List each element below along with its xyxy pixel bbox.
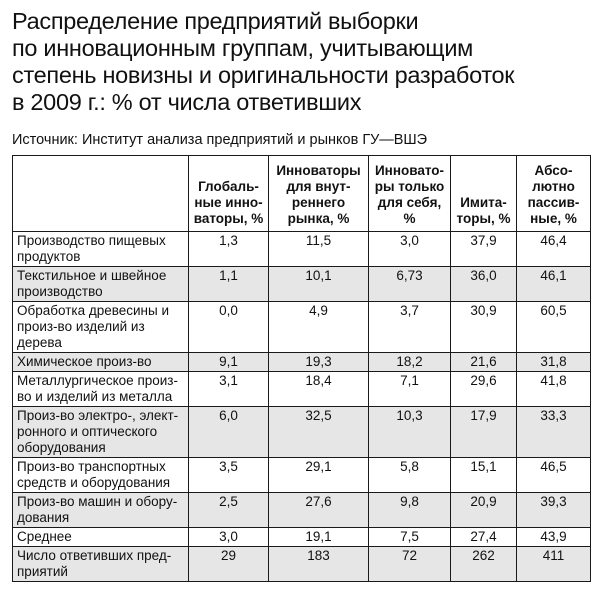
page-title bbox=[12, 8, 592, 116]
table-header-row bbox=[13, 156, 591, 232]
table-cell: 6,0 bbox=[189, 407, 269, 458]
title-line: степень новизны и оригинальности разработок bbox=[12, 62, 515, 88]
table-cell: 29,1 bbox=[269, 458, 369, 493]
table-cell: 7,1 bbox=[369, 372, 451, 407]
table-cell: 37,9 bbox=[451, 232, 517, 267]
table-cell: 2,5 bbox=[189, 493, 269, 528]
row-label: Металлургическое произ-во и изделий из металла bbox=[13, 372, 189, 407]
table-cell: 7,5 bbox=[369, 528, 451, 547]
table-cell: 19,1 bbox=[269, 528, 369, 547]
table-row bbox=[13, 302, 591, 353]
table-body bbox=[13, 232, 591, 582]
table-cell: 36,0 bbox=[451, 267, 517, 302]
table-cell: 27,4 bbox=[451, 528, 517, 547]
table-cell: 3,5 bbox=[189, 458, 269, 493]
table-cell: 3,7 bbox=[369, 302, 451, 353]
table-cell: 1,1 bbox=[189, 267, 269, 302]
table-cell: 41,8 bbox=[517, 372, 591, 407]
table-cell: 3,0 bbox=[189, 528, 269, 547]
source-note: Источник: Институт анализа предприятий и рынков ГУ—ВШЭ bbox=[12, 132, 428, 148]
header-corner bbox=[13, 156, 189, 232]
table-cell: 72 bbox=[369, 547, 451, 582]
table-cell: 29 bbox=[189, 547, 269, 582]
table-cell: 6,73 bbox=[369, 267, 451, 302]
table-cell: 411 bbox=[517, 547, 591, 582]
title-line: в 2009 г.: % от числа ответивших bbox=[12, 89, 362, 115]
row-label: Произ-во электро-, элект-ронного и оптического оборудования bbox=[13, 407, 189, 458]
table-cell: 5,8 bbox=[369, 458, 451, 493]
row-label: Текстильное и швейное производство bbox=[13, 267, 189, 302]
header-domestic-innovators: Инноваторы для внут-реннего рынка, % bbox=[269, 156, 369, 232]
table-cell: 32,5 bbox=[269, 407, 369, 458]
table-row bbox=[13, 353, 591, 372]
table-cell: 39,3 bbox=[517, 493, 591, 528]
table-cell: 43,9 bbox=[517, 528, 591, 547]
table-row bbox=[13, 547, 591, 582]
table-row bbox=[13, 407, 591, 458]
table-cell: 31,8 bbox=[517, 353, 591, 372]
row-label: Число ответивших пред-приятий bbox=[13, 547, 189, 582]
table-cell: 30,9 bbox=[451, 302, 517, 353]
row-label: Произ-во транспортных средств и оборудования bbox=[13, 458, 189, 493]
table-cell: 15,1 bbox=[451, 458, 517, 493]
table-cell: 3,0 bbox=[369, 232, 451, 267]
table-row bbox=[13, 493, 591, 528]
table-cell: 33,3 bbox=[517, 407, 591, 458]
table-cell: 183 bbox=[269, 547, 369, 582]
title-line: Распределение предприятий выборки bbox=[12, 8, 419, 34]
data-table-container bbox=[12, 155, 590, 582]
table-cell: 9,1 bbox=[189, 353, 269, 372]
table-cell: 1,3 bbox=[189, 232, 269, 267]
table-cell: 46,1 bbox=[517, 267, 591, 302]
row-label: Производство пищевых продуктов bbox=[13, 232, 189, 267]
table-row bbox=[13, 267, 591, 302]
table-cell: 4,9 bbox=[269, 302, 369, 353]
table-row bbox=[13, 528, 591, 547]
row-label: Среднее bbox=[13, 528, 189, 547]
row-label: Произ-во машин и обору-дования bbox=[13, 493, 189, 528]
row-label: Химическое произ-во bbox=[13, 353, 189, 372]
table-cell: 9,8 bbox=[369, 493, 451, 528]
table-cell: 60,5 bbox=[517, 302, 591, 353]
row-label: Обработка древесины и произ-во изделий из дерева bbox=[13, 302, 189, 353]
table-cell: 11,5 bbox=[269, 232, 369, 267]
table-cell: 19,3 bbox=[269, 353, 369, 372]
table-cell: 3,1 bbox=[189, 372, 269, 407]
table-cell: 46,5 bbox=[517, 458, 591, 493]
data-table bbox=[12, 155, 591, 582]
table-cell: 27,6 bbox=[269, 493, 369, 528]
table-row bbox=[13, 458, 591, 493]
table-cell: 18,4 bbox=[269, 372, 369, 407]
table-cell: 29,6 bbox=[451, 372, 517, 407]
table-cell: 0,0 bbox=[189, 302, 269, 353]
table-cell: 262 bbox=[451, 547, 517, 582]
header-imitators: Имита-торы, % bbox=[451, 156, 517, 232]
header-global-innovators: Глобаль-ные инно-ваторы, % bbox=[189, 156, 269, 232]
table-cell: 18,2 bbox=[369, 353, 451, 372]
header-passive: Абсо-лютно пассив-ные, % bbox=[517, 156, 591, 232]
header-self-innovators: Инновато-ры только для себя, % bbox=[369, 156, 451, 232]
table-cell: 10,3 bbox=[369, 407, 451, 458]
table-cell: 46,4 bbox=[517, 232, 591, 267]
table-cell: 21,6 bbox=[451, 353, 517, 372]
table-cell: 10,1 bbox=[269, 267, 369, 302]
table-row bbox=[13, 232, 591, 267]
title-line: по инновационным группам, учитывающим bbox=[12, 35, 474, 61]
table-cell: 20,9 bbox=[451, 493, 517, 528]
table-row bbox=[13, 372, 591, 407]
table-cell: 17,9 bbox=[451, 407, 517, 458]
